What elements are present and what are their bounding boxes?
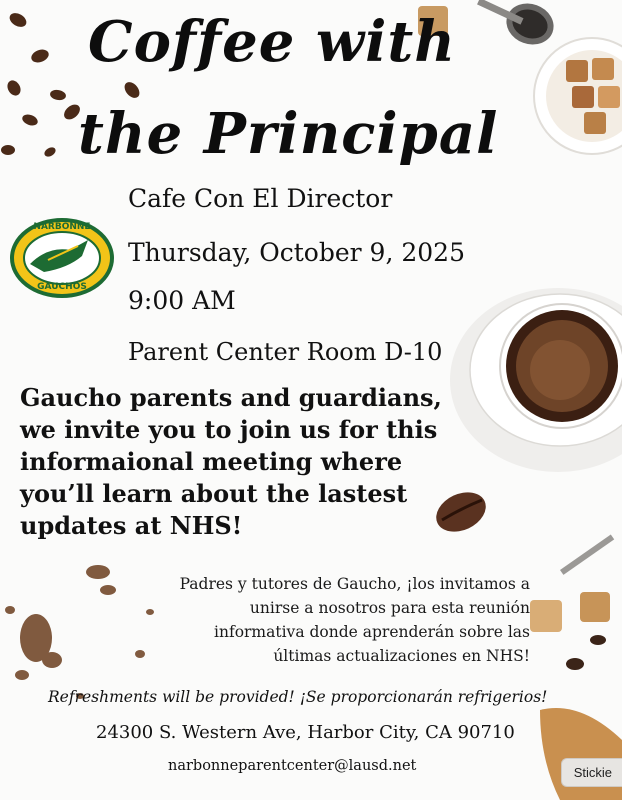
spanish-line: unirse a nosotros para esta reunión xyxy=(249,599,530,617)
english-line: you’ll learn about the lastest xyxy=(20,479,408,508)
school-logo xyxy=(8,216,116,300)
page-title-line2: the Principal xyxy=(78,101,499,167)
refreshments-note: Refreshments will be provided! ¡Se proporcionarán refrigerios! xyxy=(48,688,548,706)
english-line: Gaucho parents and guardians, xyxy=(20,383,442,412)
english-line: updates at NHS! xyxy=(20,511,243,540)
spanish-line: informativa donde aprenderán sobre las xyxy=(214,623,530,641)
address: 24300 S. Western Ave, Harbor City, CA 90710 xyxy=(96,722,515,743)
page-title-line1: Coffee with xyxy=(88,9,456,75)
event-date: Thursday, October 9, 2025 xyxy=(128,238,465,267)
coffee-cup-icon xyxy=(450,288,622,472)
stickies-tab[interactable]: Stickie xyxy=(561,758,622,787)
english-line: we invite you to join us for this xyxy=(20,415,438,444)
spoon-icon xyxy=(560,534,614,574)
sugar-cube-icon xyxy=(530,600,562,632)
logo-top-text: NARBONNE xyxy=(33,222,91,232)
spoon-icon xyxy=(477,0,559,51)
spanish-line: últimas actualizaciones en NHS! xyxy=(273,647,530,665)
subtitle-spanish: Cafe Con El Director xyxy=(128,184,393,213)
coffee-bean-icon xyxy=(590,635,606,645)
spanish-line: Padres y tutores de Gaucho, ¡los invitamos a xyxy=(179,575,530,593)
event-location: Parent Center Room D-10 xyxy=(128,338,443,366)
coffee-bean-icon xyxy=(566,658,584,670)
spanish-message xyxy=(110,572,530,668)
english-line: informaional meeting where xyxy=(20,447,403,476)
event-time: 9:00 AM xyxy=(128,286,236,315)
english-message xyxy=(20,382,470,542)
sugar-cube-icon xyxy=(580,592,610,622)
sugar-bowl-icon xyxy=(534,38,622,154)
contact-email[interactable]: narbonneparentcenter@lausd.net xyxy=(168,758,417,774)
logo-bottom-text: GAUCHOS xyxy=(37,282,87,292)
